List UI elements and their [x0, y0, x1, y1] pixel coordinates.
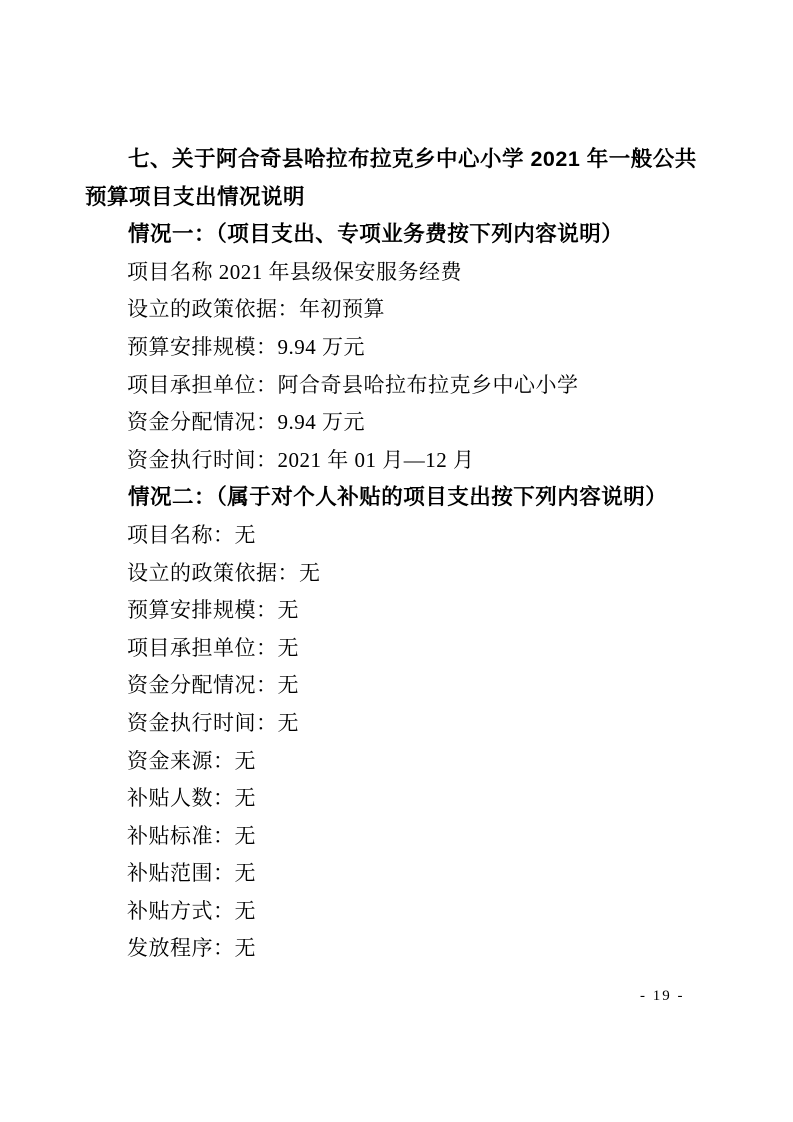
- section2-line-project-name: 项目名称：无: [127, 522, 256, 547]
- section2-heading: 情况二：（属于对个人补贴的项目支出按下列内容说明）: [128, 485, 668, 510]
- section2-line-undertaking-unit: 项目承担单位：无: [127, 635, 299, 660]
- section2-line-subsidy-scope: 补贴范围：无: [127, 861, 256, 886]
- section2-line-budget-scale: 预算安排规模：无: [127, 598, 299, 623]
- section1-line-execution-period: 资金执行时间：2021 年 01 月—12 月: [127, 447, 475, 472]
- document-body: [85, 141, 712, 968]
- section1-heading: 情况一：（项目支出、专项业务费按下列内容说明）: [128, 222, 624, 247]
- section2-line-policy-basis: 设立的政策依据：无: [127, 560, 321, 585]
- section2-line-subsidy-method: 补贴方式：无: [127, 898, 256, 923]
- page-number: - 19 -: [640, 988, 685, 1004]
- section2-line-subsidy-standard: 补贴标准：无: [127, 823, 256, 848]
- section1-line-fund-allocation: 资金分配情况：9.94 万元: [127, 410, 365, 435]
- section2-line-execution-period: 资金执行时间：无: [127, 710, 299, 735]
- section2-line-fund-allocation: 资金分配情况：无: [127, 673, 299, 698]
- section1-line-project-name: 项目名称 2021 年县级保安服务经费: [127, 259, 462, 284]
- section2-line-subsidy-headcount: 补贴人数：无: [127, 786, 256, 811]
- section1-line-budget-scale: 预算安排规模：9.94 万元: [127, 334, 365, 359]
- section1-line-policy-basis: 设立的政策依据：年初预算: [127, 297, 385, 322]
- section2-line-fund-source: 资金来源：无: [127, 748, 256, 773]
- section2-line-disbursement-procedure: 发放程序：无: [127, 936, 256, 961]
- document-title: 七、关于阿合奇县哈拉布拉克乡中心小学 2021 年一般公共预算项目支出情况说明: [85, 147, 697, 209]
- section1-line-undertaking-unit: 项目承担单位：阿合奇县哈拉布拉克乡中心小学: [127, 372, 579, 397]
